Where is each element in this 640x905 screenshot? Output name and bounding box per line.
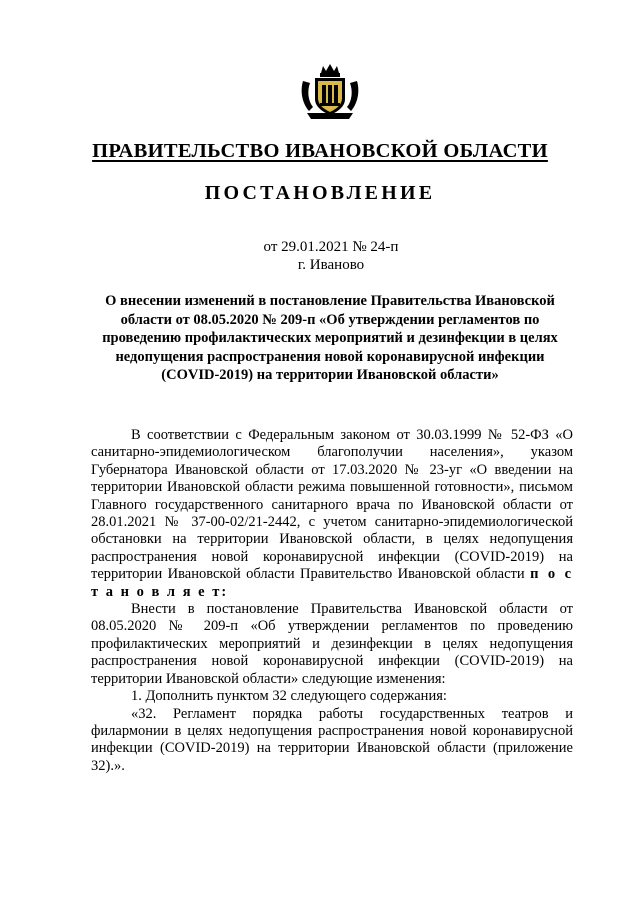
resolve-word: п о с т а н о в л я е т:: [91, 566, 574, 600]
coat-of-arms-icon: [299, 63, 361, 121]
document-subject: О внесении изменений в постановление Правительства Ивановской области от 08.05.2020 № 209-п «Об утверждении регламентов по проведению профилактических мероприятий и дезинфекции в целях недопущения распространения новой коронавирусной инфекции (COVID-2019) на территории Ивановской области»: [102, 293, 558, 383]
paragraph-item-32: «32. Регламент порядка работы государственных театров и филармонии в целях недопущения распространения новой коронавирусной инфекции (COVID-2019) на территории Ивановской области (приложение 32).».: [91, 705, 573, 774]
date-number: от 29.01.2021 № 24-п: [263, 239, 399, 255]
paragraph-item-1: 1. Дополнить пунктом 32 следующего содержания:: [131, 688, 447, 705]
organization-title: ПРАВИТЕЛЬСТВО ИВАНОВСКОЙ ОБЛАСТИ: [92, 140, 548, 162]
document-meta: [0, 238, 640, 274]
preamble-text: В соответствии с Федеральным законом от 30.03.1999 № 52-ФЗ «О санитарно-эпидемиологическом благополучии населения», указом Губернатора Ивановской области от 17.03.2020 № 23-уг «О введении на территории Ивановской области режима повышенной готовности», письмом Главного государственного санитарного врача по Ивановской области от 28.01.2021 № 37-00-02/21-2442, с учетом санитарно-эпидемиологической обстановки на территории Ивановской области, в целях недопущения распространения новой коронавирусной инфекции (COVID-2019) на территории Ивановской области Правительство Ивановской области: [91, 427, 573, 583]
paragraph-amend: Внести в постановление Правительства Ивановской области от 08.05.2020 № 209-п «Об утверждении регламентов по проведению профилактических мероприятий и дезинфекции в целях недопущения распространения новой коронавирусной инфекции (COVID-2019) на территории Ивановской области» следующие изменения:: [91, 601, 573, 687]
document-body: [91, 427, 573, 775]
city: г. Иваново: [297, 257, 365, 273]
paragraph-preamble: [91, 427, 573, 601]
document-kind: ПОСТАНОВЛЕНИЕ: [204, 182, 436, 204]
